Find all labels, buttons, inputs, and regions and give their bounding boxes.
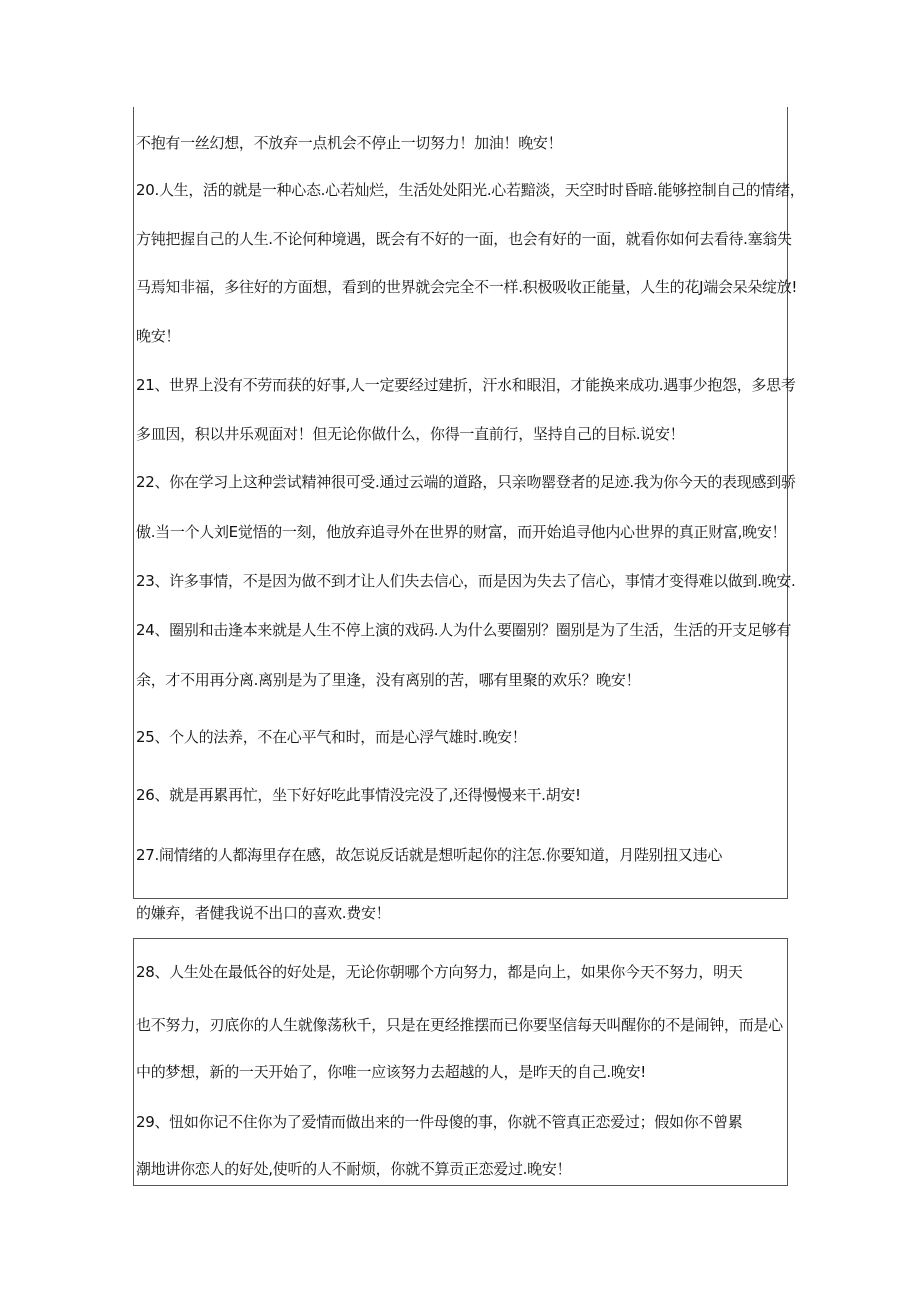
text-line: 25、个人的法养，不在心平气和时，而是心浮气雄时.晚安！ [136,728,527,746]
text-line: 29、忸如你记不住你为了爱情而做出来的一件母傻的事，你就不管真正恋爱过；假如你不曾累 [136,1113,743,1131]
text-line: 27.闹情绪的人都海里存在感，故怎说反话就是想听起你的注怎.你要知道，月陛别扭又违心 [136,846,723,864]
text-line: 24、圈别和击逢本来就是人生不停上演的戏码.人为什么要圈别？圈别是为了生活，生活的开支足够有 [136,621,792,639]
text-line: 21、世界上没有不劳而获的好事,人一定要经过建折，汗水和眼泪，才能换来成功.遇事少抱怨，多思考 [136,376,796,394]
text-line: 也不努力，刃底你的人生就像荡秋千，只是在更经推摆而已你要坚信每天叫醒你的不是闹钟，而是心 [136,1016,783,1034]
text-line: 多皿因，积以井乐观面对！但无论你做什么，你得一直前行，坚持自己的目标.说安！ [136,425,685,443]
text-line: 的嫌弃，者健我说不出口的喜欢.费安！ [136,904,391,922]
text-line: 28、人生处在最低谷的好处是，无论你朝哪个方向努力，都是向上，如果你今天不努力，明天 [136,963,743,981]
text-line: 潮地讲你恋人的好处,使听的人不耐烦，你就不算贡正恋爱过.晚安！ [136,1160,572,1178]
text-line: 马焉知非福，多往好的方面想，看到的世界就会完全不一样.积极吸收正能量，人生的花J端会呆朵绽放! [136,278,798,296]
text-line: 22、你在学习上这种尝试精神很可受.通过云端的道路，只亲吻罂登者的足迹.我为你今天的表现感到骄 [136,473,796,491]
text-line: 20.人生，活的就是一种心态.心若灿烂，生活处处阳光.心若黯淡，天空时时昏暗.能够控制自己的情绪， [136,181,805,199]
text-frame-top [133,107,805,899]
text-line: 方钝把握自己的人生.不论何种境遇，既会有不好的一面，也会有好的一面，就看你如何去看待.塞翁失 [136,230,792,248]
text-line: 不抱有一丝幻想，不放弃一点机会不停止一切努力！加油！晚安！ [136,134,563,152]
text-line: 26、就是再累再忙，坐下好好吃此事情没完没了,还得慢慢来干.胡安! [136,786,581,804]
text-line: 中的梦想，新的一天开始了，你唯一应该努力去超越的人，是昨天的自己.晚安! [136,1063,646,1081]
text-line: 余，才不用再分离.离别是为了里逢，没有离别的苦，哪有里聚的欢乐？晚安！ [136,671,641,689]
text-line: 晚安！ [136,327,181,345]
text-line: 傲.当一个人刘E觉悟的一刻，他放弃追寻外在世界的财富，而开始追寻他内心世界的真正财富,晚安！ [136,523,787,541]
text-line: 23、许多事情，不是因为做不到才让人们失去信心，而是因为失去了信心，事情才变得难以做到.晚安. [136,572,796,590]
